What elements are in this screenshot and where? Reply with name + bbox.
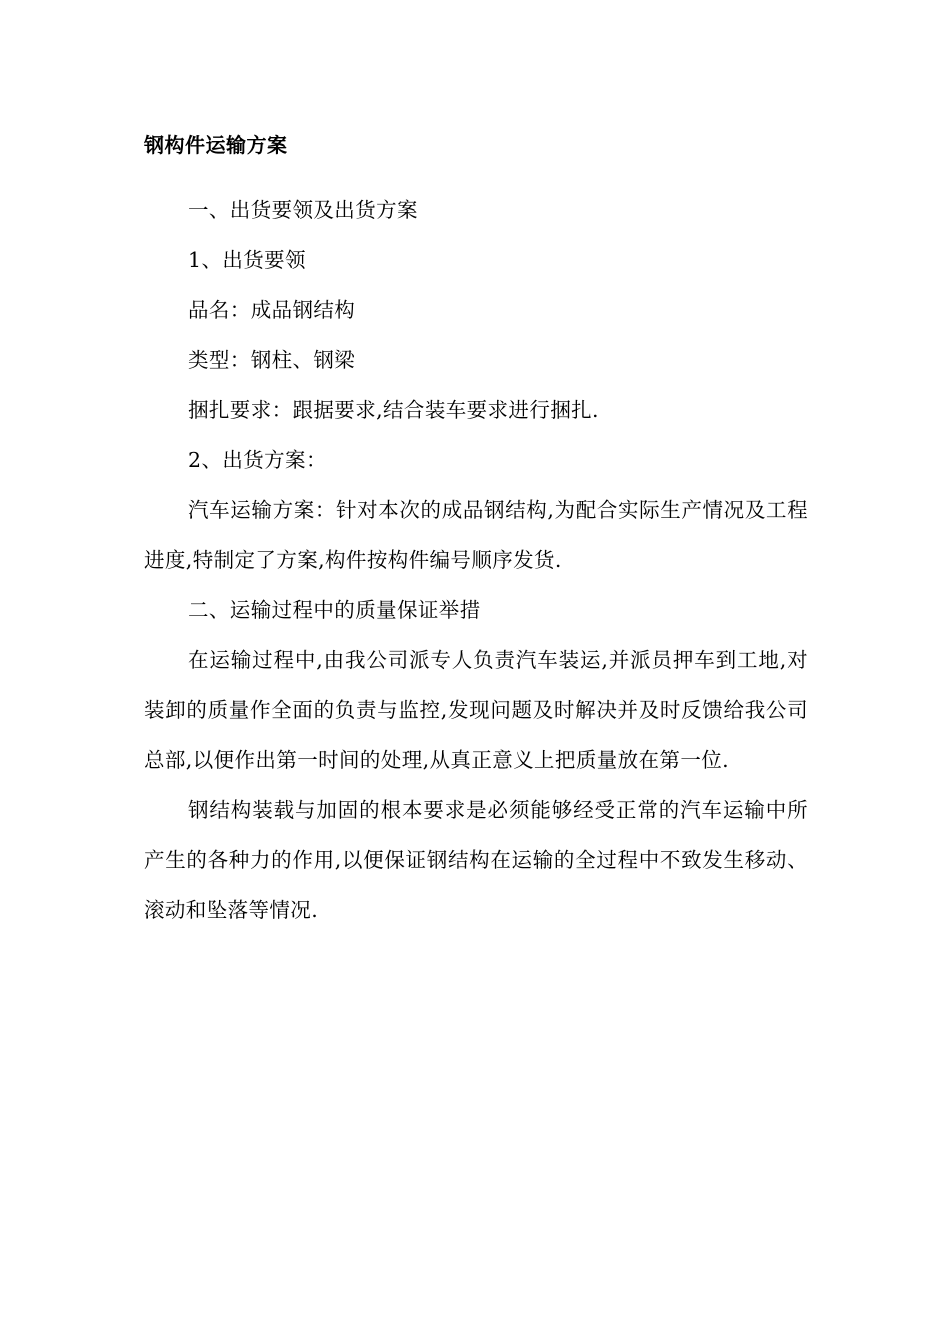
bundling-requirement-line: 捆扎要求：跟据要求,结合装车要求进行捆扎. — [188, 398, 599, 422]
document-body — [144, 185, 808, 935]
product-name-line: 品名：成品钢结构 — [188, 298, 356, 322]
subsection-heading-shipping-plan: 2、出货方案： — [188, 448, 327, 472]
transport-process-paragraph: 在运输过程中,由我公司派专人负责汽车装运,并派员押车到工地,对装卸的质量作全面的负责与监控,发现问题及时解决并及时反馈给我公司总部,以便作出第一时间的处理,从真正意义上把质量放在第一位. — [144, 648, 808, 772]
document-title: 钢构件运输方案 — [144, 133, 288, 157]
truck-transport-plan-paragraph: 汽车运输方案：针对本次的成品钢结构,为配合实际生产情况及工程进度,特制定了方案,构件按构件编号顺序发货. — [144, 498, 808, 572]
section-heading-quality-assurance: 二、运输过程中的质量保证举措 — [188, 598, 481, 622]
product-type-line: 类型：钢柱、钢梁 — [188, 348, 356, 372]
section-heading-shipping: 一、出货要领及出货方案 — [188, 198, 418, 222]
loading-reinforcement-paragraph: 钢结构装载与加固的根本要求是必须能够经受正常的汽车运输中所产生的各种力的作用,以便保证钢结构在运输的全过程中不致发生移动、滚动和坠落等情况. — [144, 798, 808, 922]
subsection-heading-shipping-essentials: 1、出货要领 — [188, 248, 306, 272]
